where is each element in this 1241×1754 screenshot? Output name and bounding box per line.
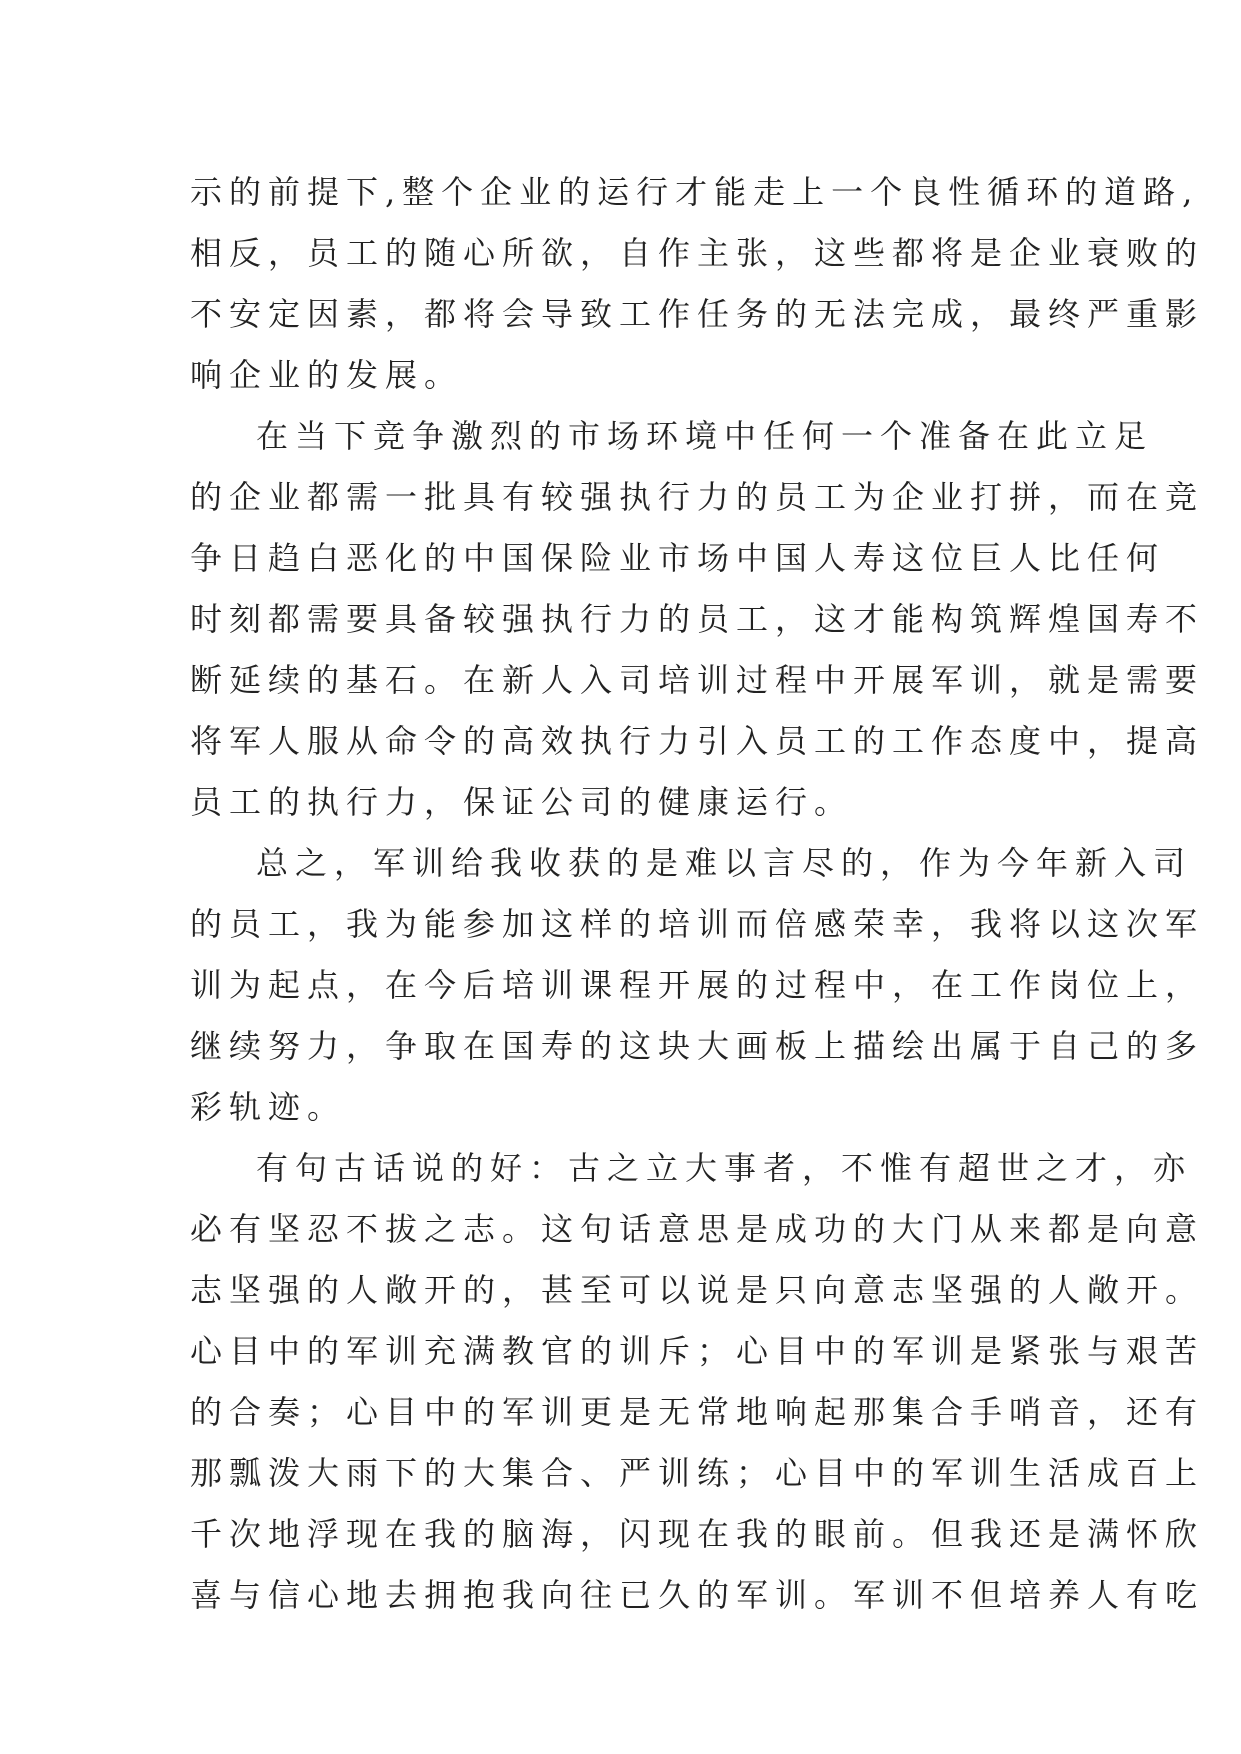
text-line: 千次地浮现在我的脑海，闪现在我的眼前。但我还是满怀欣 [190,1515,1205,1553]
text-line: 将军人服从命令的高效执行力引入员工的工作态度中，提高 [190,722,1205,760]
text-line: 彩轨迹。 [190,1088,347,1126]
text-line: 不安定因素，都将会导致工作任务的无法完成，最终严重影 [190,295,1205,333]
body-text [190,162,1205,1626]
text-line: 相反，员工的随心所欲，自作主张，这些都将是企业衰败的 [190,234,1205,272]
text-line: 志坚强的人敞开的，甚至可以说是只向意志坚强的人敞开。 [190,1271,1205,1309]
text-line: 必有坚忍不拔之志。这句话意思是成功的大门从来都是向意 [190,1210,1205,1248]
text-line: 喜与信心地去拥抱我向往已久的军训。军训不但培养人有吃 [190,1576,1205,1614]
text-line: 时刻都需要具备较强执行力的员工，这才能构筑辉煌国寿不 [190,600,1205,638]
text-line: 断延续的基石。在新人入司培训过程中开展军训，就是需要 [190,661,1205,699]
text-line: 的员工，我为能参加这样的培训而倍感荣幸，我将以这次军 [190,905,1205,943]
text-line: 响企业的发展。 [190,356,464,394]
text-line: 的企业都需一批具有较强执行力的员工为企业打拼，而在竞 [190,478,1205,516]
text-line: 训为起点，在今后培训课程开展的过程中，在工作岗位上， [190,966,1205,1004]
text-line: 那瓢泼大雨下的大集合、严训练；心目中的军训生活成百上 [190,1454,1205,1492]
paragraph-first-line: 在当下竞争激烈的市场环境中任何一个准备在此立足 [256,417,1154,455]
text-line: 示的前提下,整个企业的运行才能走上一个良性循环的道路, [190,173,1200,211]
text-line: 继续努力，争取在国寿的这块大画板上描绘出属于自己的多 [190,1027,1205,1065]
text-line: 的合奏；心目中的军训更是无常地响起那集合手哨音，还有 [190,1393,1205,1431]
text-line: 心目中的军训充满教官的训斥；心目中的军训是紧张与艰苦 [190,1332,1205,1370]
paragraph-first-line: 有句古话说的好：古之立大事者，不惟有超世之才，亦 [256,1149,1193,1187]
text-line: 员工的执行力，保证公司的健康运行。 [190,783,854,821]
paragraph-first-line: 总之，军训给我收获的是难以言尽的，作为今年新入司 [256,844,1193,882]
text-line: 争日趋白恶化的中国保险业市场中国人寿这位巨人比任何 [190,539,1166,577]
